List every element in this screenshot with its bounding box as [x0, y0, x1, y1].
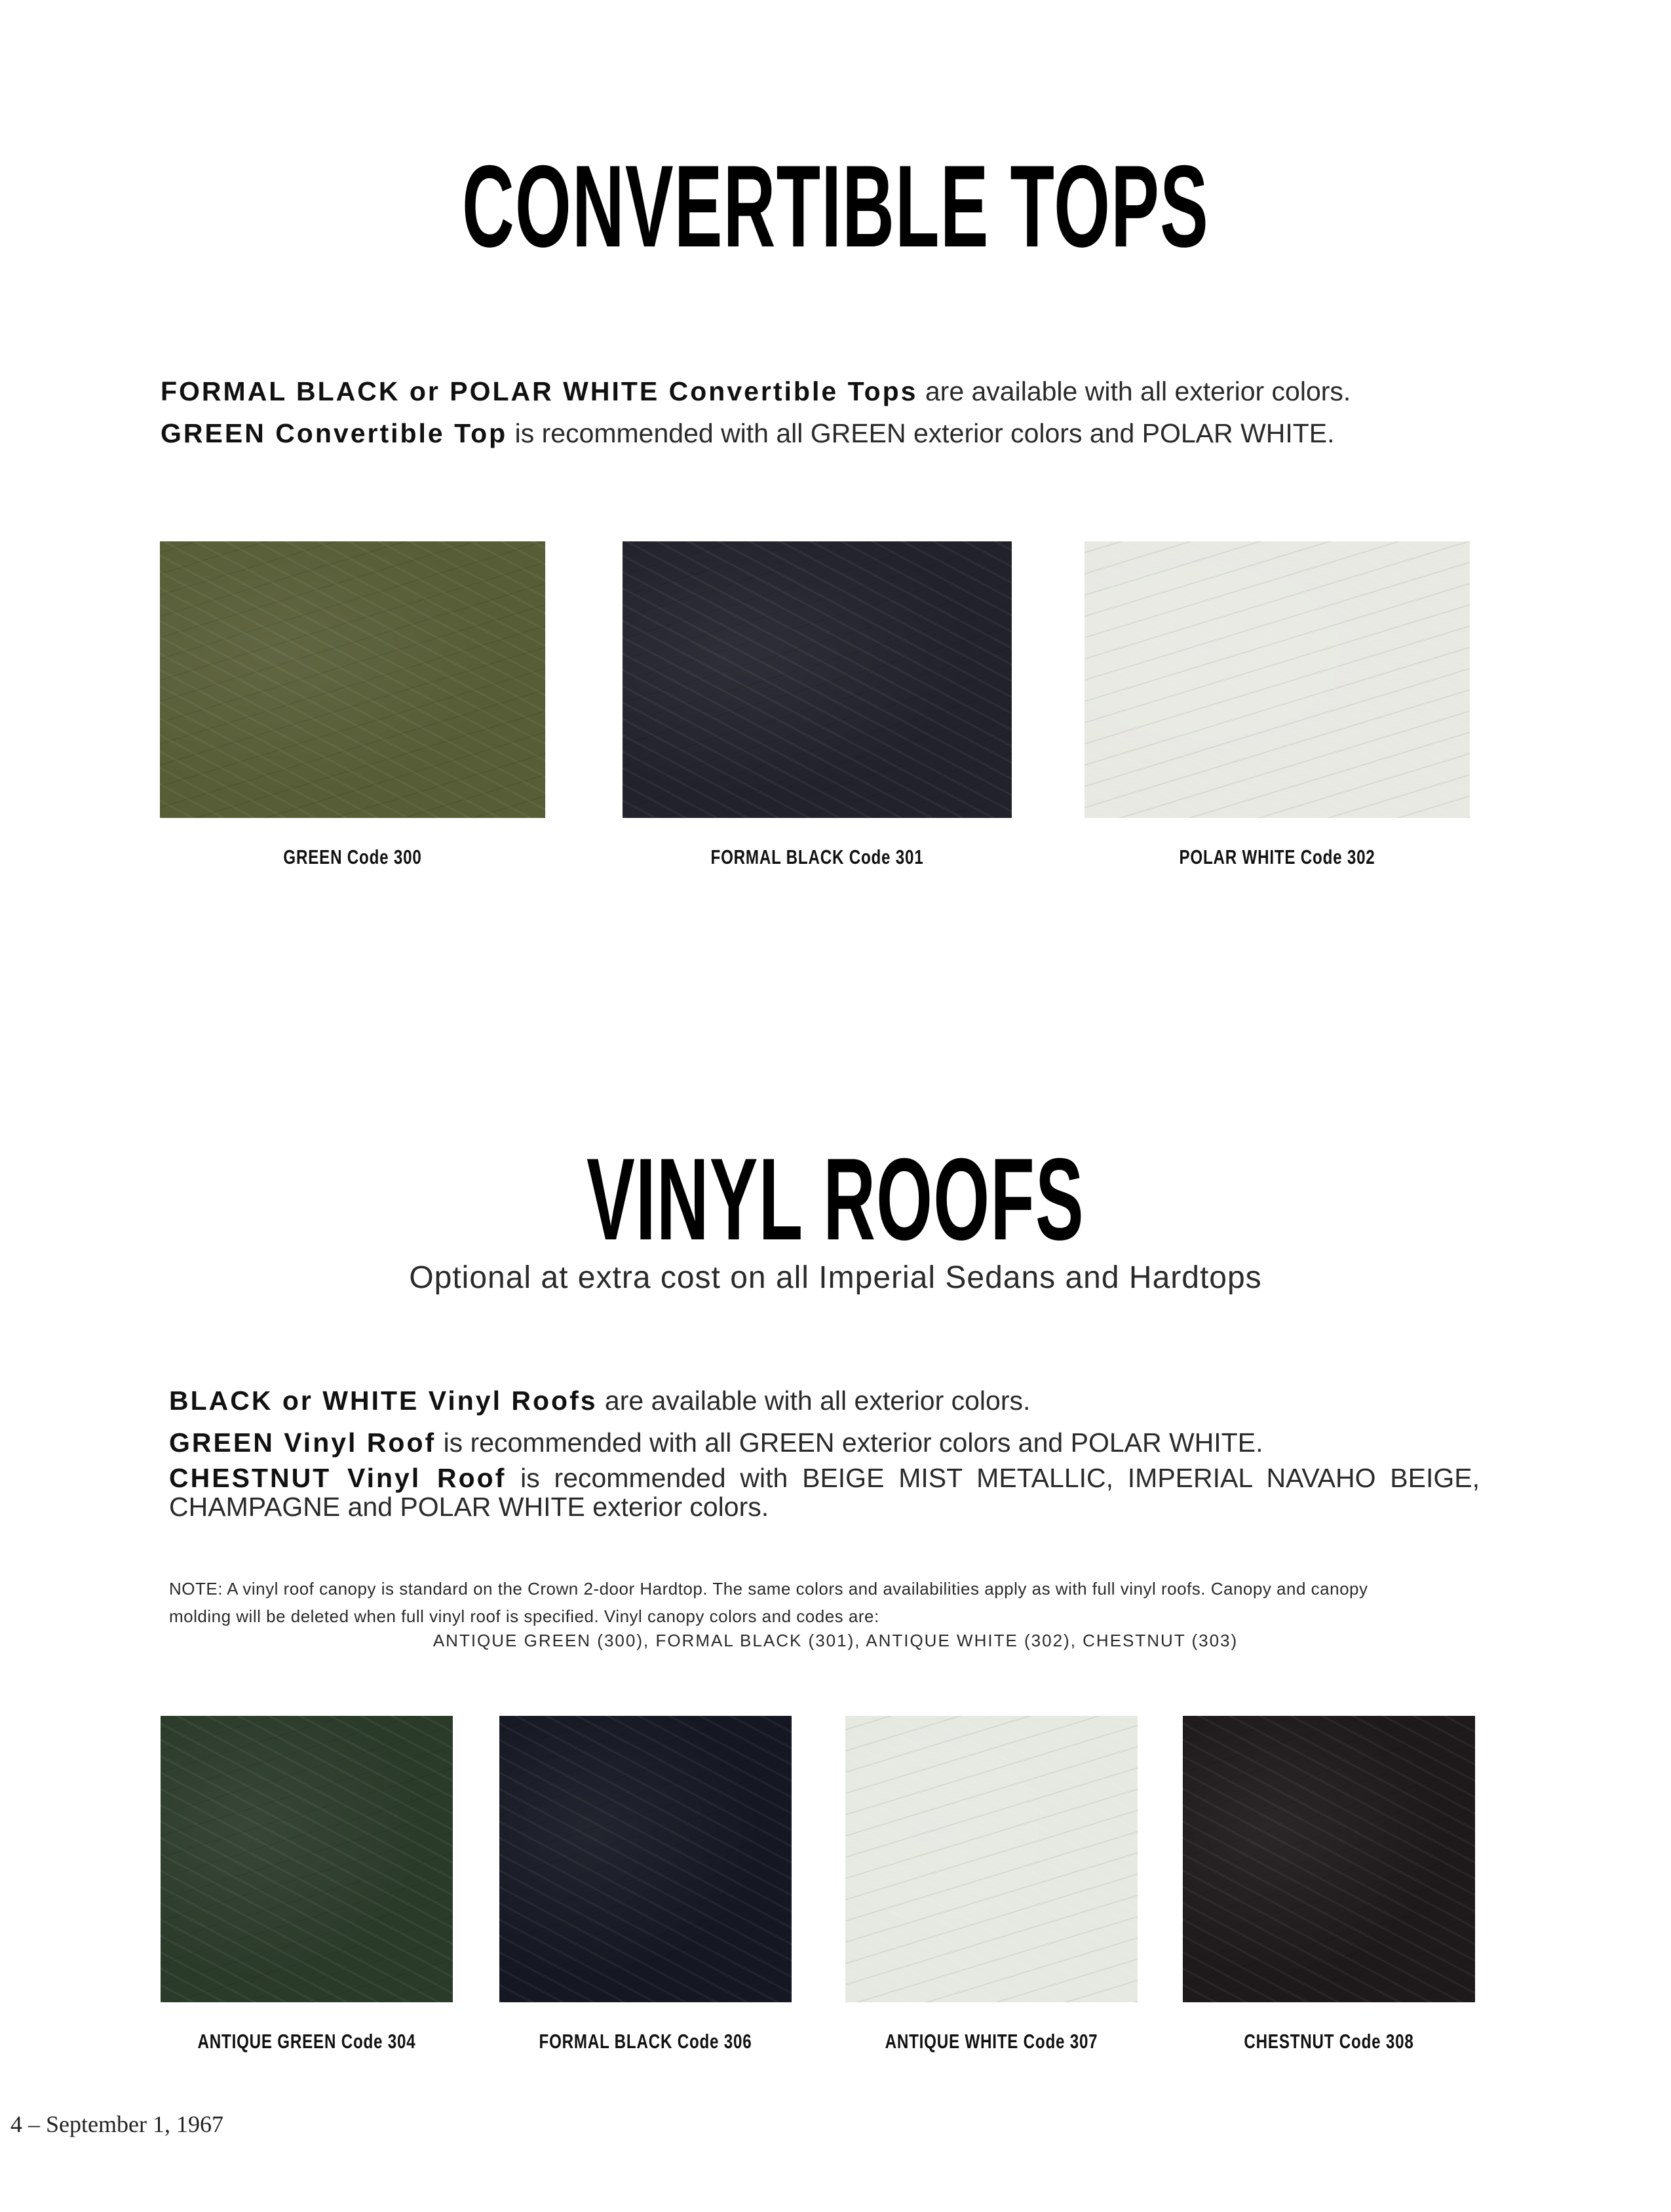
tops-line-1-bold: FORMAL BLACK or POLAR WHITE Convertible Tops	[161, 376, 918, 406]
canopy-note: NOTE: A vinyl roof canopy is standard on the Crown 2-door Hardtop. The same colors and availabilities apply as with full vinyl roofs. Canopy and canopy molding will be deleted when full vinyl roof is specified. Vinyl canopy colors and codes are:	[169, 1579, 1368, 1626]
vinyl-line-3-rest: is recommended with BEIGE MIST METALLIC, IMPERIAL NAVAHO BEIGE, CHAMPAGNE and POLAR WHITE exterior colors.	[169, 1463, 1480, 1522]
formal-black-roof-swatch	[499, 1716, 792, 2002]
vinyl-line-2-rest: is recommended with all GREEN exterior colors and POLAR WHITE.	[436, 1427, 1263, 1458]
tops-line-2	[161, 412, 1537, 454]
formal-black-top-caption: FORMAL BLACK Code 301	[710, 845, 924, 868]
vinyl-line-2-bold: GREEN Vinyl Roof	[169, 1427, 436, 1458]
antique-green-roof-caption: ANTIQUE GREEN Code 304	[197, 2030, 416, 2053]
chestnut-roof-swatch	[1183, 1716, 1475, 2002]
vinyl-line-1-rest: are available with all exterior colors.	[597, 1386, 1031, 1416]
canopy-codes: ANTIQUE GREEN (300), FORMAL BLACK (301), ANTIQUE WHITE (302), CHESTNUT (303)	[432, 1631, 1239, 1650]
polar-white-top-caption: POLAR WHITE Code 302	[1179, 845, 1375, 868]
vinyl-roofs-description	[169, 1380, 1480, 1521]
chestnut-roof-caption: CHESTNUT Code 308	[1244, 2030, 1414, 2053]
green-top-caption: GREEN Code 300	[283, 845, 422, 868]
convertible-tops-title: CONVERTIBLE TOPS	[462, 141, 1209, 271]
page-footer: 4 – September 1, 1967	[10, 2111, 223, 2137]
formal-black-top-swatch	[623, 541, 1012, 818]
convertible-tops-description	[161, 370, 1537, 454]
antique-green-roof-swatch	[161, 1716, 453, 2002]
vinyl-roofs-title: VINYL ROOFS	[586, 1134, 1085, 1264]
tops-line-1-rest: are available with all exterior colors.	[917, 376, 1351, 406]
polar-white-top-swatch	[1085, 541, 1470, 818]
vinyl-line-3-bold: CHESTNUT Vinyl Roof	[169, 1463, 507, 1493]
antique-white-roof-swatch	[845, 1716, 1138, 2002]
antique-white-roof-caption: ANTIQUE WHITE Code 307	[885, 2030, 1098, 2053]
vinyl-roofs-subtitle: Optional at extra cost on all Imperial Sedans and Hardtops	[409, 1260, 1262, 1295]
tops-line-1	[161, 370, 1537, 412]
green-top-swatch	[160, 541, 545, 818]
vinyl-line-2	[169, 1422, 1480, 1464]
vinyl-line-1	[169, 1380, 1480, 1422]
tops-line-2-rest: is recommended with all GREEN exterior colors and POLAR WHITE.	[507, 418, 1335, 448]
vinyl-line-1-bold: BLACK or WHITE Vinyl Roofs	[169, 1386, 598, 1416]
vinyl-line-3	[169, 1464, 1480, 1521]
formal-black-roof-caption: FORMAL BLACK Code 306	[539, 2030, 752, 2053]
tops-line-2-bold: GREEN Convertible Top	[161, 418, 508, 448]
